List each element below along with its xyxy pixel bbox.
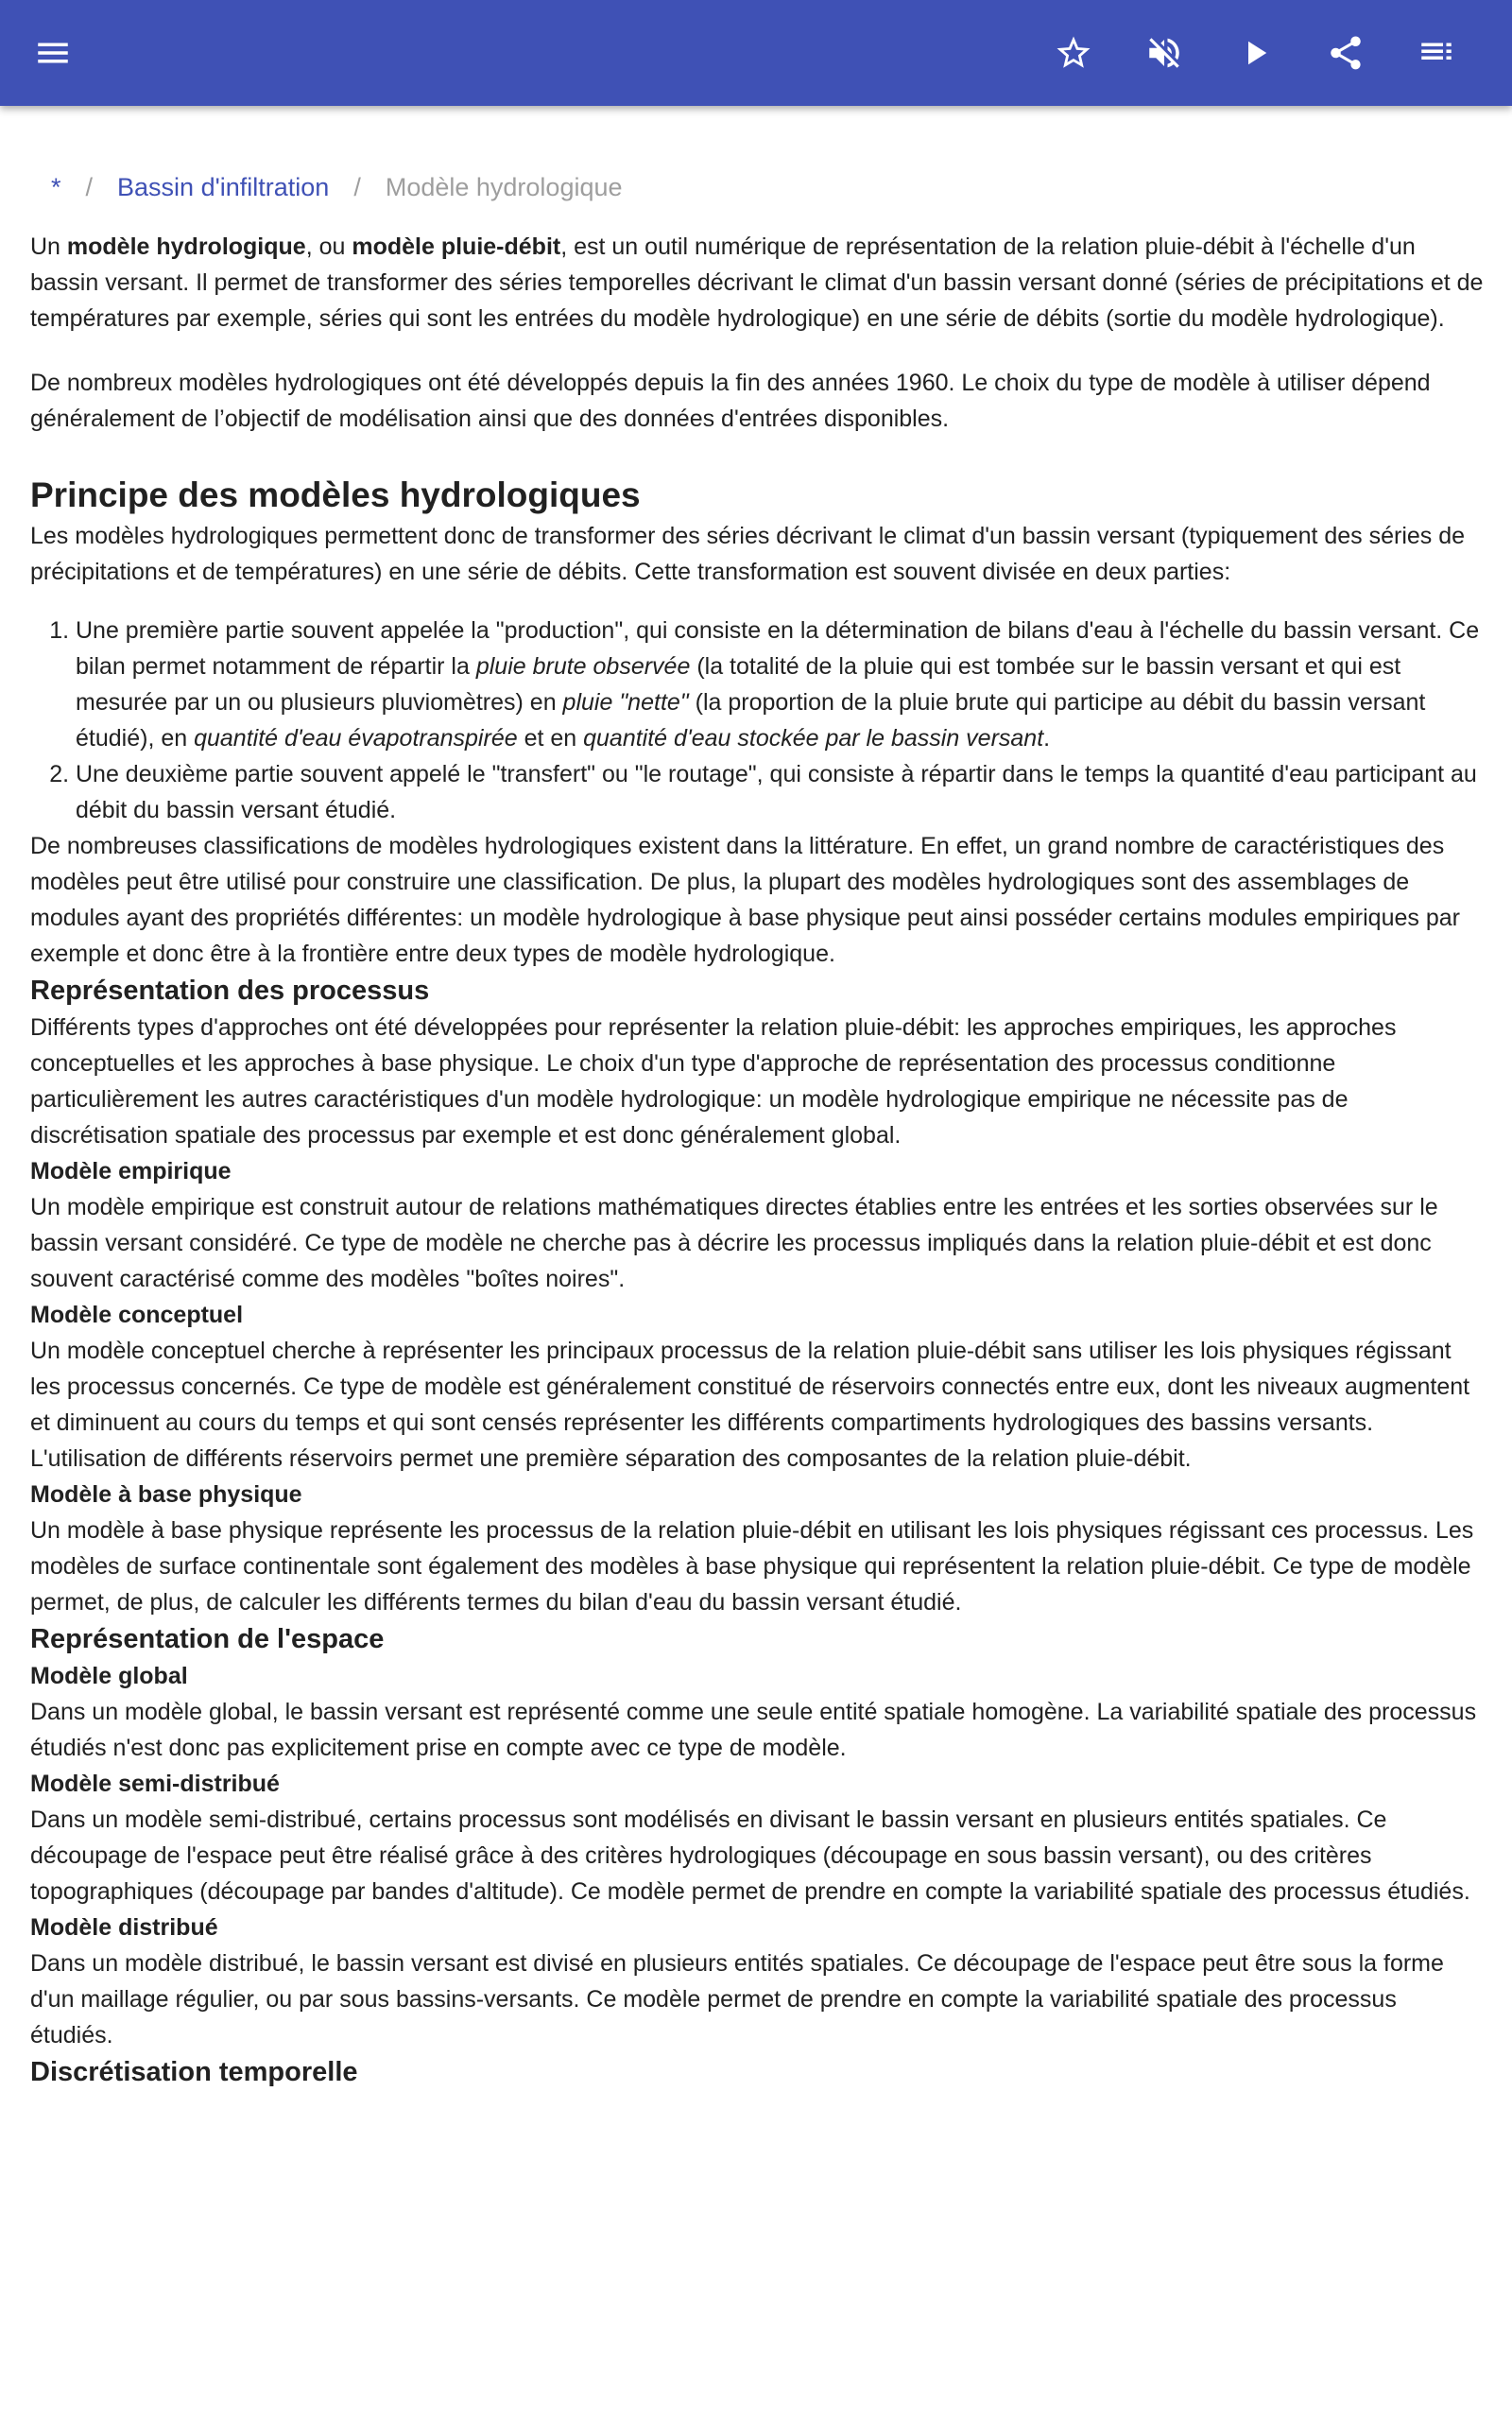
text-run: (la proportion de la pluie brute qui participe au débit du bassin versant étudié), en — [76, 689, 1426, 752]
text-run: , est un outil numérique de représentation de la relation pluie-débit à l'échelle d'un bassin versant. Il permet de transformer des séries temporelles décrivant le climat d'un bassin versant donné (séries de précipitations et de températures par exemple, séries qui sont les entrées du modèle hydrologique) en une série de débits (sortie du modèle hydrologique). — [30, 233, 1484, 332]
italic-term: quantité d'eau évapotranspirée — [194, 725, 518, 752]
play-icon[interactable] — [1225, 23, 1285, 83]
subheading-distribue: Modèle distribué — [30, 1914, 218, 1941]
processus-paragraph: Différents types d'approches ont été développées pour représenter la relation pluie-débit: les approches empiriques, les approches conceptuelles et les approches à base physique. Le choix d'un type d'approche de représentation des processus conditionne particulièrement les autres caractéristiques d'un modèle hydrologique: un modèle hydrologique empirique ne nécessite pas de discrétisation spatiale des processus par exemple et est donc généralement global. — [30, 1014, 1397, 1149]
intro-paragraph — [30, 229, 1486, 337]
text-run: , ou — [305, 233, 352, 260]
playlist-icon[interactable] — [1406, 23, 1467, 83]
bold-term: modèle pluie-débit — [352, 233, 561, 260]
article-content — [30, 106, 1486, 2091]
semi-distribue-paragraph: Dans un modèle semi-distribué, certains processus sont modélisés en divisant le bassin versant en plusieurs entités spatiales. Ce découpage de l'espace peut être réalisé grâce à des critères hydrologiques (découpage en sous bassin versant), ou des critères topographiques (découpage par bandes d'altitude). Ce modèle permet de prendre en compte la variabilité spatiale des processus étudiés. — [30, 1806, 1470, 1905]
principe-paragraph: Les modèles hydrologiques permettent donc de transformer des séries décrivant le climat d'un bassin versant (typiquement des séries de précipitations et de températures) en une série de débits. Cette transformation est souvent divisée en deux parties: — [30, 523, 1466, 585]
subheading-semi-distribue: Modèle semi-distribué — [30, 1771, 280, 1797]
section-heading-processus: Représentation des processus — [30, 976, 430, 1006]
text-run: Un — [30, 233, 67, 260]
subheading-global: Modèle global — [30, 1663, 188, 1689]
principe-list — [30, 613, 1486, 828]
section-heading-temporelle: Discrétisation temporelle — [30, 2057, 358, 2087]
text-run: (la totalité de la pluie qui est tombée sur le bassin versant et qui est mesurée par un ou plusieurs pluviomètres) en — [76, 653, 1401, 716]
subheading-conceptuel: Modèle conceptuel — [30, 1302, 244, 1328]
share-icon[interactable] — [1315, 23, 1376, 83]
global-paragraph: Dans un modèle global, le bassin versant est représenté comme une seule entité spatiale homogène. La variabilité spatiale des processus étudiés n'est donc pas explicitement prise en compte avec ce type de modèle. — [30, 1699, 1477, 1761]
breadcrumb-parent-link[interactable]: Bassin d'infiltration — [117, 172, 330, 201]
list-item — [76, 613, 1486, 756]
subheading-physique: Modèle à base physique — [30, 1481, 302, 1508]
italic-term: quantité d'eau stockée par le bassin versant — [583, 725, 1044, 752]
italic-term: pluie "nette" — [562, 689, 689, 716]
breadcrumb — [30, 168, 1486, 206]
section-heading-espace: Représentation de l'espace — [30, 1624, 385, 1654]
star-outline-icon[interactable] — [1043, 23, 1104, 83]
subheading-empirique: Modèle empirique — [30, 1158, 232, 1184]
app-bar — [0, 0, 1512, 106]
principe-paragraph-2: De nombreuses classifications de modèles hydrologiques existent dans la littérature. En effet, un grand nombre de caractéristiques des modèles peut être utilisé pour construire une classification. De plus, la plupart des modèles hydrologiques sont des assemblages de modules ayant des propriétés différentes: un modèle hydrologique à base physique peut ainsi posséder certains modules empiriques par exemple et donc être à la frontière entre deux types de modèle hydrologique. — [30, 833, 1460, 967]
distribue-paragraph: Dans un modèle distribué, le bassin versant est divisé en plusieurs entités spatiales. Ce découpage de l'espace peut être sous la forme d'un maillage régulier, ou par sous bassins-versants. Ce modèle permet de prendre en compte la variabilité spatiale des processus étudiés. — [30, 1950, 1444, 2048]
physique-paragraph: Un modèle à base physique représente les processus de la relation pluie-débit en utilisant les lois physiques régissant ces processus. Les modèles de surface continentale sont également des modèles à base physique qui représentent la relation pluie-débit. Ce type de modèle permet, de plus, de calculer les différents termes du bilan d'eau du bassin versant étudié. — [30, 1517, 1474, 1616]
breadcrumb-current: Modèle hydrologique — [385, 172, 623, 201]
breadcrumb-separator: / — [353, 172, 361, 201]
volume-off-icon[interactable] — [1134, 23, 1194, 83]
text-run: . — [1043, 725, 1051, 752]
breadcrumb-separator: / — [85, 172, 94, 201]
bold-term: modèle hydrologique — [66, 233, 306, 260]
section-heading-principe: Principe des modèles hydrologiques — [30, 475, 641, 514]
italic-term: pluie brute observée — [475, 653, 691, 680]
text-run: et en — [517, 725, 584, 752]
conceptuel-paragraph: Un modèle conceptuel cherche à représenter les principaux processus de la relation pluie-débit sans utiliser les lois physiques régissant les processus concernés. Ce type de modèle est généralement constitué de réservoirs connectés entre eux, dont les niveaux augmentent et diminuent au cours du temps et qui sont censés représenter les différents compartiments hydrologiques des bassins versants. L'utilisation de différents réservoirs permet une première séparation des composantes de la relation pluie-débit. — [30, 1338, 1470, 1472]
menu-icon[interactable] — [23, 23, 83, 83]
empirique-paragraph: Un modèle empirique est construit autour de relations mathématiques directes établies entre les entrées et les sorties observées sur le bassin versant considéré. Ce type de modèle ne cherche pas à décrire les processus impliqués dans la relation pluie-débit et est donc souvent caractérisé comme des modèles "boîtes noires". — [30, 1194, 1438, 1292]
intro-paragraph-2: De nombreux modèles hydrologiques ont été développés depuis la fin des années 1960. Le choix du type de modèle à utiliser dépend généralement de l’objectif de modélisation ainsi que des données d'entrées disponibles. — [30, 370, 1431, 432]
list-item: 2. Une deuxième partie souvent appelé le "transfert" ou "le routage", qui consiste à répartir dans le temps la quantité d'eau participant au débit du bassin versant étudié. — [76, 756, 1486, 828]
breadcrumb-home-link[interactable]: * — [51, 172, 61, 201]
text-run: Une première partie souvent appelée la "production", qui consiste en la détermination de bilans d'eau à l'échelle du bassin versant. Ce bilan permet notamment de répartir la — [76, 617, 1480, 680]
